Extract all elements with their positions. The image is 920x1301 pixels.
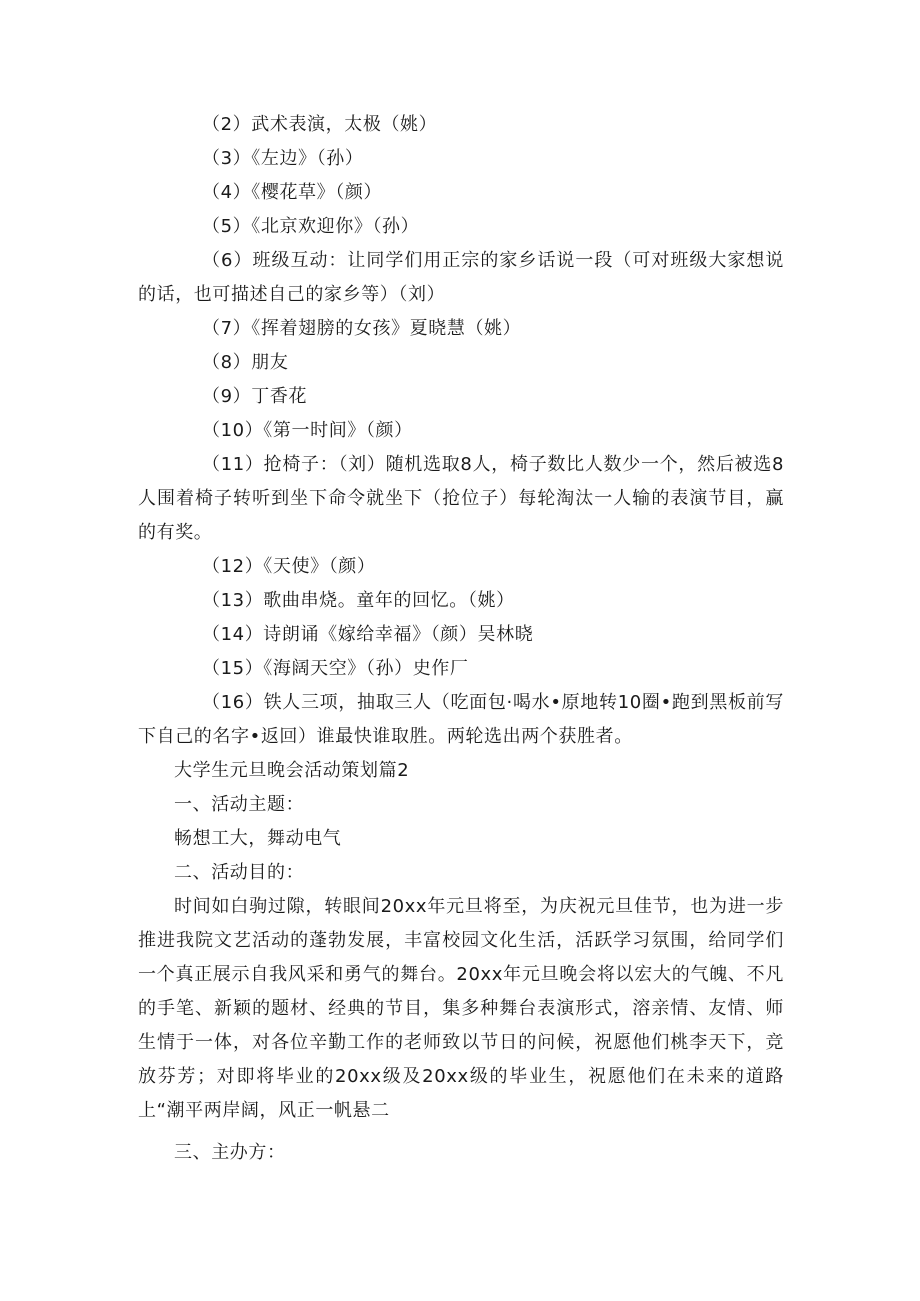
program-item-3: （3）《左边》（孙） — [202, 148, 364, 169]
purpose-text: 时间如白驹过隙，转眼间20xx年元旦将至，为庆祝元旦佳节，也为进一步推进我院文艺活动的蓬勃发展，丰富校园文化生活，活跃学习氛围，给同学们一个真正展示自我风采和勇气的舞台。20xx年元旦晚会将以宏大的气魄、不凡的手笔、新颖的题材、经典的节目，集多种舞台表演形式，溶亲情、友情、师生情于一体，对各位辛勤工作的老师致以节日的问候，祝愿他们桃李天下，竞放芬芳；对即将毕业的20xx级及20xx级的毕业生，祝愿他们在未来的道路上“潮平两岸阔，风正一帆悬二 — [138, 896, 784, 1121]
program-item-2: （2）武术表演，太极（姚） — [202, 114, 438, 135]
section-title: 大学生元旦晚会活动策划篇2 — [174, 760, 410, 781]
heading-organizer: 三、主办方： — [174, 1142, 286, 1163]
program-item-13: （13）歌曲串烧。童年的回忆。（姚） — [202, 590, 515, 611]
program-item-5: （5）《北京欢迎你》（孙） — [202, 216, 420, 237]
theme-text: 畅想工大，舞动电气 — [174, 828, 342, 849]
program-item-6: （6）班级互动：让同学们用正宗的家乡话说一段（可对班级大家想说的话，也可描述自己的家乡等）（刘） — [138, 250, 784, 305]
program-item-15: （15）《海阔天空》（孙）史作厂 — [202, 658, 469, 679]
program-item-16: （16）铁人三项，抽取三人（吃面包·喝水•原地转10圈•跑到黑板前写下自己的名字•返回）谁最快谁取胜。两轮选出两个获胜者。 — [138, 692, 784, 747]
program-item-11: （11）抢椅子：（刘）随机选取8人，椅子数比人数少一个，然后被选8人围着椅子转听到坐下命令就坐下（抢位子）每轮淘汰一人输的表演节目，赢的有奖。 — [138, 454, 784, 543]
program-item-12: （12）《天使》（颜） — [202, 556, 376, 577]
program-item-8: （8）朋友 — [202, 352, 289, 373]
program-item-7: （7）《挥着翅膀的女孩》夏晓慧（姚） — [202, 318, 522, 339]
program-item-14: （14）诗朗诵《嫁给幸福》（颜）吴林晓 — [202, 624, 534, 645]
document-body — [138, 108, 784, 1170]
heading-theme: 一、活动主题： — [174, 794, 305, 815]
program-item-9: （9）丁香花 — [202, 386, 308, 407]
program-item-4: （4）《樱花草》（颜） — [202, 182, 383, 203]
program-item-10: （10）《第一时间》（颜） — [202, 420, 413, 441]
heading-purpose: 二、活动目的： — [174, 862, 305, 883]
